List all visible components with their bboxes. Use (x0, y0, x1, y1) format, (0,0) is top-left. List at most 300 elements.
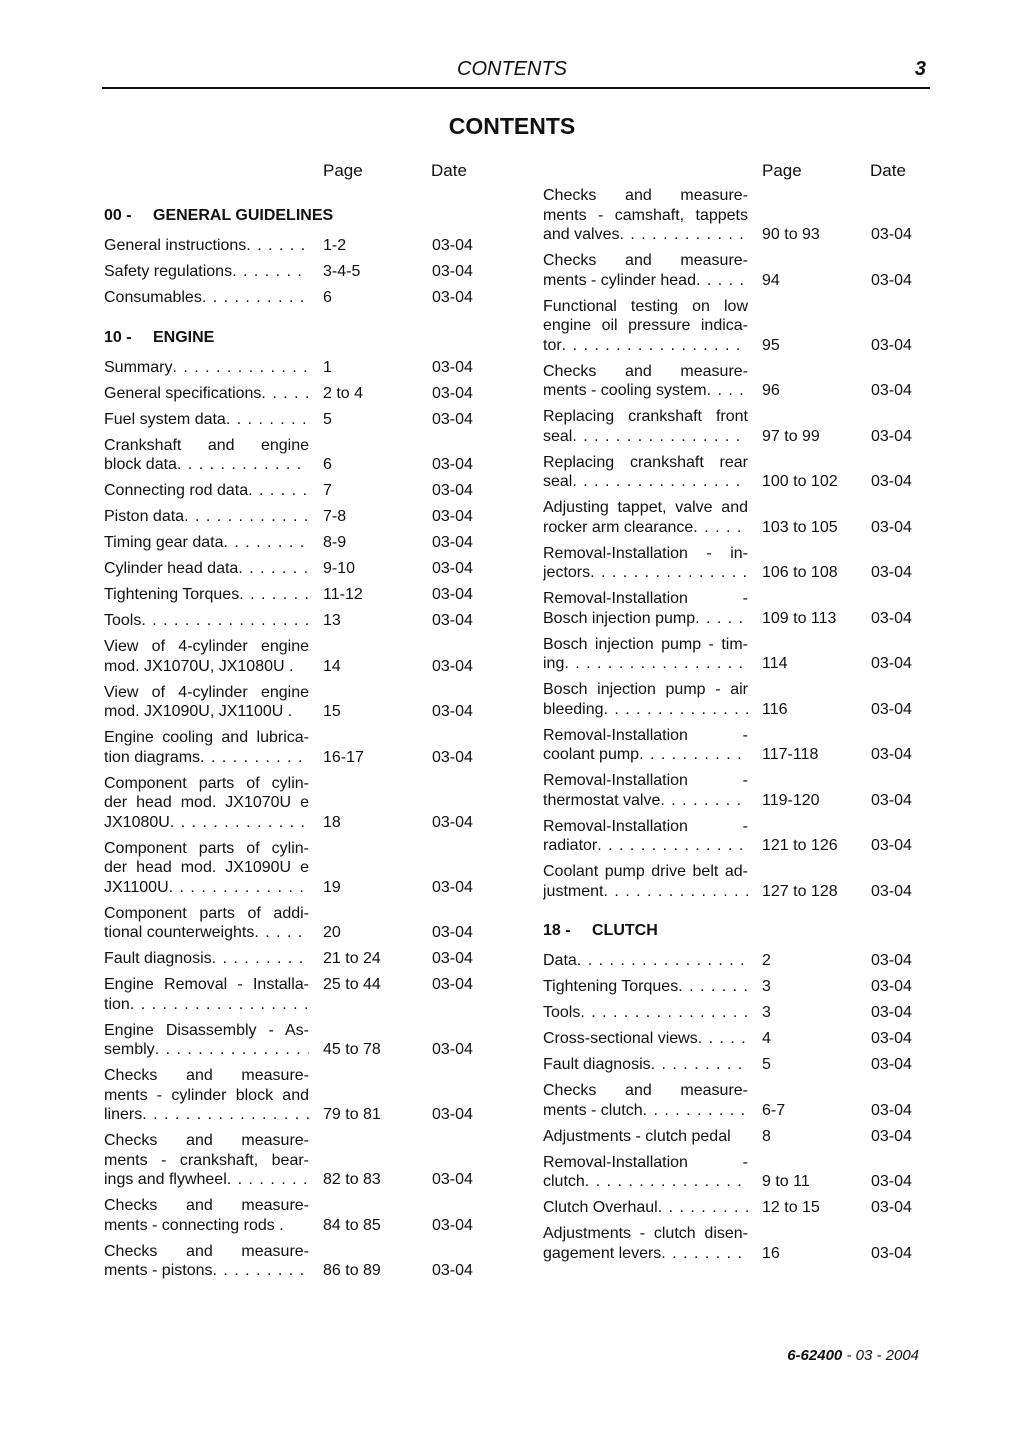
footer-edition: - 03 - 2004 (846, 1347, 919, 1364)
toc-entry-page: 18 (323, 813, 341, 831)
toc-entry-title (543, 1003, 748, 1023)
toc-entry-date: 03-04 (432, 289, 473, 306)
toc-entry-line: Bosch injection pump - tim- (543, 635, 748, 653)
toc-entry-page: 96 (762, 382, 780, 399)
toc-entry[interactable] (543, 186, 931, 245)
toc-entry-page: 116 (762, 700, 788, 718)
toc-entry-line: ing . . . (543, 654, 748, 674)
toc-entry-line: radiator . . . (543, 836, 748, 856)
toc-entry-line: Piston data . . . (104, 507, 309, 527)
toc-entry-line: Component parts of addi- (104, 904, 309, 922)
toc-entry-title (104, 637, 309, 676)
toc-entry[interactable] (104, 774, 492, 833)
toc-entry-page: 82 to 83 (323, 1171, 381, 1188)
toc-entry-page: 121 to 126 (762, 837, 838, 854)
toc-entry[interactable] (543, 407, 931, 446)
toc-entry-page: 7-8 (323, 508, 347, 525)
toc-entry-title (543, 362, 748, 401)
toc-entry[interactable] (104, 585, 492, 605)
toc-entry-line: tion . . . (104, 995, 309, 1015)
toc-entry-title (543, 817, 748, 856)
toc-entry-date: 03-04 (432, 384, 473, 402)
toc-entry[interactable] (104, 975, 492, 1014)
toc-entry-date: 03-04 (871, 226, 912, 243)
toc-entry-date: 03-04 (871, 882, 912, 900)
date-column-header: Date (870, 161, 906, 180)
toc-entry[interactable] (104, 507, 492, 527)
toc-entry-line: coolant pump . . . (543, 745, 748, 765)
toc-entry-line: Checks and measure- (104, 1242, 309, 1260)
toc-entry-line: JX1100U . . . (104, 878, 309, 898)
toc-entry-page: 5 (762, 1056, 771, 1073)
toc-entry-line: tional counterweights . . . (104, 923, 309, 943)
page-column-header: Page (323, 161, 363, 180)
toc-entry-date: 03-04 (871, 1244, 912, 1262)
toc-entry[interactable] (104, 1066, 492, 1125)
toc-entry[interactable] (104, 410, 492, 430)
toc-entry-line: Checks and measure- (104, 1197, 309, 1214)
toc-entry[interactable] (543, 453, 931, 492)
toc-entry-line: Tightening Torques . . . (104, 585, 309, 605)
toc-entry[interactable] (543, 1198, 931, 1218)
toc-entry[interactable] (104, 358, 492, 378)
toc-entry-page: 100 to 102 (762, 473, 838, 490)
toc-entry[interactable] (543, 726, 931, 765)
toc-entry-page: 117-118 (762, 746, 819, 763)
toc-entry[interactable] (543, 951, 931, 971)
column-headers-right (543, 160, 931, 186)
toc-entry-line: Clutch Overhaul . . . (543, 1198, 748, 1218)
toc-entry-line: Removal-Installation - (543, 817, 748, 835)
toc-entry-line: and valves . . . (543, 225, 748, 245)
toc-entry-date: 03-04 (432, 1041, 473, 1058)
toc-entry-title (543, 251, 748, 290)
toc-entry-date: 03-04 (871, 1004, 912, 1021)
toc-entry-date: 03-04 (432, 410, 473, 428)
toc-entry-page: 2 (762, 952, 771, 969)
toc-entry-line: block data . . . (104, 455, 309, 475)
toc-entry[interactable] (543, 680, 931, 719)
section-title: GENERAL GUIDELINES (153, 207, 334, 224)
toc-entry-date: 03-04 (432, 1216, 473, 1234)
toc-entry-title (104, 774, 309, 833)
toc-entry-page: 84 to 85 (323, 1216, 381, 1234)
toc-entry-title (104, 904, 309, 943)
toc-entry-date: 03-04 (432, 657, 473, 675)
toc-entry-line: Checks and measure- (104, 1067, 309, 1084)
toc-entry-line: Bosch injection pump . . . (543, 609, 748, 629)
toc-entry-line: Checks and measure- (543, 252, 748, 269)
toc-entry-line: Component parts of cylin- (104, 774, 309, 792)
toc-entry-line: ments - cooling system . . . (543, 381, 748, 401)
toc-entry-line: ments - cylinder head . . . (543, 271, 748, 291)
toc-entry-title (104, 839, 309, 898)
toc-entry-page: 94 (762, 271, 780, 289)
section-heading (104, 206, 492, 226)
toc-entry-line: Replacing crankshaft rear (543, 453, 748, 471)
toc-entry-line: Engine cooling and lubrica- (104, 729, 309, 746)
toc-entry-line: Tightening Torques . . . (543, 977, 748, 997)
toc-entry-title (543, 1198, 748, 1218)
toc-entry-line: Summary . . . (104, 358, 309, 378)
toc-entry-title (104, 559, 309, 579)
toc-entry-date: 03-04 (432, 560, 473, 577)
toc-entry-date: 03-04 (871, 382, 912, 399)
toc-entry[interactable] (104, 262, 492, 282)
toc-entry-title (104, 236, 309, 256)
toc-entry-date: 03-04 (871, 952, 912, 969)
toc-entry-page: 45 to 78 (323, 1041, 381, 1058)
toc-entry-line: justment . . . (543, 882, 748, 902)
toc-entry[interactable] (543, 251, 931, 290)
toc-entry-line: Fuel system data . . . (104, 410, 309, 430)
toc-entry-line: seal . . . (543, 427, 748, 447)
toc-entry-title (543, 453, 748, 492)
header-page-number: 3 (914, 58, 926, 80)
toc-entry-page: 11-12 (323, 586, 363, 603)
toc-entry-title (543, 680, 748, 719)
toc-entry-title (543, 1029, 748, 1049)
toc-entry-line: Component parts of cylin- (104, 839, 309, 857)
toc-entry-line: Cylinder head data . . . (104, 559, 309, 579)
toc-entry-line: ments - cylinder block and (104, 1086, 309, 1104)
toc-entry-line: rocker arm clearance . . . (543, 518, 748, 538)
header-rule (102, 87, 930, 89)
toc-entry-date: 03-04 (871, 271, 912, 289)
toc-entry-page: 95 (762, 336, 780, 354)
toc-entry-page: 106 to 108 (762, 564, 838, 581)
toc-entry-date: 03-04 (432, 358, 473, 376)
toc-entry-title (543, 635, 748, 674)
toc-entry-title (543, 1153, 748, 1192)
toc-entry[interactable] (543, 862, 931, 901)
toc-entry-page: 25 to 44 (323, 976, 381, 993)
toc-entry-date: 03-04 (432, 586, 473, 603)
toc-entry[interactable] (104, 611, 492, 631)
section-number: 18 - (543, 922, 571, 939)
toc-entry-line: General specifications . . . (104, 384, 309, 404)
toc-entry-title (104, 1131, 309, 1190)
toc-entry-page: 127 to 128 (762, 882, 838, 900)
toc-entry-line: der head mod. JX1090U e (104, 859, 309, 876)
toc-entry-page: 109 to 113 (762, 609, 837, 627)
toc-entry-page: 103 to 105 (762, 518, 838, 536)
toc-entry-page: 97 to 99 (762, 427, 820, 445)
section-number: 00 - (104, 207, 132, 224)
toc-entry-line: JX1080U . . . (104, 813, 309, 833)
toc-entry-line: jectors . . . (543, 563, 748, 583)
toc-entry-date: 03-04 (871, 518, 912, 536)
toc-entry-date: 03-04 (871, 427, 912, 445)
toc-entry-title (104, 384, 309, 404)
toc-entry-date: 03-04 (871, 1173, 912, 1190)
toc-entry-line: gagement levers . . . (543, 1244, 748, 1264)
toc-entry-line: Engine Disassembly - As- (104, 1021, 309, 1039)
toc-entry-title (543, 951, 748, 971)
toc-entry[interactable] (104, 839, 492, 898)
toc-entry[interactable] (104, 236, 492, 256)
toc-entry[interactable] (543, 1153, 931, 1192)
toc-entry-line: Cross-sectional views . . . (543, 1029, 748, 1049)
section-title: CLUTCH (592, 922, 658, 939)
toc-entry-page: 8-9 (323, 534, 347, 551)
toc-entry-title (543, 498, 748, 537)
toc-entry-line: Checks and measure- (543, 187, 748, 204)
toc-entry-page: 15 (323, 703, 341, 720)
toc-entry-title (104, 949, 309, 969)
toc-entry-line: Replacing crankshaft front (543, 408, 748, 425)
toc-entry-line: Timing gear data . . . (104, 533, 309, 553)
toc-entry-line: Coolant pump drive belt ad- (543, 863, 748, 880)
toc-entry-line: liners . . . (104, 1105, 309, 1125)
toc-entry-title (104, 481, 309, 501)
toc-entry-page: 20 (323, 924, 341, 941)
toc-entry-title (543, 544, 748, 583)
toc-entry-date: 03-04 (432, 703, 473, 720)
toc-entry-title (104, 288, 309, 308)
toc-entry-line: bleeding . . . (543, 700, 748, 720)
toc-entry-page: 86 to 89 (323, 1262, 381, 1279)
section-number: 10 - (104, 328, 132, 346)
toc-entry-title (543, 186, 748, 245)
toc-entry-title (104, 533, 309, 553)
toc-entry[interactable] (543, 1055, 931, 1075)
toc-entry-line: Functional testing on low (543, 297, 748, 315)
toc-entry[interactable] (104, 288, 492, 308)
toc-entry-line: sembly . . . (104, 1040, 309, 1060)
toc-column-left (104, 160, 492, 1287)
toc-entry[interactable] (543, 589, 931, 628)
toc-entry[interactable] (104, 1196, 492, 1235)
toc-entry-date: 03-04 (871, 336, 912, 354)
toc-entry-date: 03-04 (871, 1056, 912, 1073)
toc-entry-page: 119-120 (762, 791, 820, 809)
toc-entry-page: 1 (323, 358, 332, 376)
toc-entry-title (543, 1224, 748, 1263)
toc-entry-line: Bosch injection pump - air (543, 681, 748, 698)
toc-entry-date: 03-04 (432, 1262, 473, 1279)
toc-entry-title (104, 410, 309, 430)
toc-entry-line: Safety regulations . . . (104, 262, 309, 282)
toc-entry-line: Adjusting tappet, valve and (543, 499, 748, 516)
toc-entry-page: 4 (762, 1030, 771, 1047)
toc-entry-title (104, 1021, 309, 1060)
toc-entry-title (104, 1066, 309, 1125)
toc-entry-title (543, 1127, 748, 1147)
toc-entry[interactable] (543, 1224, 931, 1263)
toc-entry-date: 03-04 (871, 791, 912, 809)
toc-entry-date: 03-04 (871, 746, 912, 763)
toc-entry-title (543, 977, 748, 997)
toc-entry-page: 9 to 11 (762, 1173, 810, 1190)
toc-entry[interactable] (543, 771, 931, 810)
toc-entry[interactable] (104, 533, 492, 553)
toc-entry[interactable] (543, 498, 931, 537)
toc-entry-page: 6 (323, 289, 332, 306)
toc-entry-title (543, 589, 748, 628)
toc-entry-title (104, 1242, 309, 1281)
toc-entry-page: 1-2 (323, 237, 347, 254)
toc-entry-line: der head mod. JX1070U e (104, 794, 309, 811)
toc-entry-title (104, 1196, 309, 1235)
toc-entry-line: Removal-Installation - (543, 1153, 748, 1171)
toc-entry-page: 16 (762, 1244, 780, 1262)
toc-entry-page: 14 (323, 657, 341, 675)
toc-entry-line: Checks and measure- (543, 362, 748, 380)
toc-entry-line: Checks and measure- (543, 1082, 748, 1099)
toc-entry-date: 03-04 (432, 976, 473, 993)
toc-entry-title (543, 1081, 748, 1120)
toc-entry-page: 12 to 15 (762, 1199, 820, 1216)
toc-entry[interactable] (104, 1242, 492, 1281)
toc-entry-line: ments - pistons . . . (104, 1261, 309, 1281)
toc-entry[interactable] (543, 297, 931, 356)
toc-entry[interactable] (104, 436, 492, 475)
toc-entry[interactable] (543, 817, 931, 856)
toc-entry-date: 03-04 (432, 263, 473, 280)
toc-entry-date: 03-04 (432, 748, 473, 766)
toc-entry-page: 5 (323, 410, 332, 428)
toc-entry-line: Removal-Installation - in- (543, 544, 748, 562)
toc-entry-line: ments - connecting rods . (104, 1216, 284, 1234)
toc-entry-date: 03-04 (432, 612, 473, 629)
toc-entry-page: 3 (762, 978, 771, 995)
toc-entry-line: Adjustments - clutch pedal (543, 1127, 731, 1145)
section-heading (104, 328, 492, 348)
toc-entry-date: 03-04 (871, 609, 912, 627)
toc-entry-page: 13 (323, 612, 341, 629)
toc-entry-title (104, 262, 309, 282)
toc-entry-line: ments - clutch . . . (543, 1101, 748, 1121)
toc-entry-page: 7 (323, 482, 332, 499)
toc-entry-title (104, 507, 309, 527)
toc-entry-line: General instructions . . . (104, 236, 309, 256)
toc-entry-line: Removal-Installation - (543, 590, 748, 607)
toc-entry[interactable] (104, 949, 492, 969)
toc-entry[interactable] (104, 481, 492, 501)
toc-entry[interactable] (104, 1131, 492, 1190)
toc-entry-page: 90 to 93 (762, 226, 820, 243)
toc-entry-line: Consumables . . . (104, 288, 309, 308)
toc-entry[interactable] (104, 559, 492, 579)
toc-entry-date: 03-04 (432, 1171, 473, 1188)
toc-entry-date: 03-04 (871, 837, 912, 854)
toc-entry-date: 03-04 (871, 978, 912, 995)
footer (787, 1347, 919, 1364)
toc-entry-line: Tools . . . (104, 611, 309, 631)
toc-entry-date: 03-04 (871, 1030, 912, 1047)
toc-entry-line: clutch . . . (543, 1172, 748, 1192)
toc-entry-page: 79 to 81 (323, 1106, 381, 1123)
toc-entry-line: Tools . . . (543, 1003, 748, 1023)
toc-entry-line: ments - crankshaft, bear- (104, 1151, 309, 1169)
toc-entry[interactable] (543, 635, 931, 674)
toc-entry-page: 3 (762, 1004, 771, 1021)
toc-entry-title (543, 407, 748, 446)
toc-entry-date: 03-04 (871, 564, 912, 581)
toc-entry-date: 03-04 (432, 237, 473, 254)
toc-entry[interactable] (543, 1127, 931, 1147)
toc-entry-date: 03-04 (432, 482, 473, 499)
toc-entry-page: 9-10 (323, 560, 356, 577)
toc-entry[interactable] (104, 637, 492, 676)
toc-entry[interactable] (104, 904, 492, 943)
toc-entry-date: 03-04 (871, 1199, 912, 1216)
toc-entry-date: 03-04 (432, 534, 473, 551)
toc-entry-line: ments - camshaft, tappets (543, 206, 748, 224)
toc-entry-line: Adjustments - clutch disen- (543, 1225, 748, 1242)
toc-entry-title (543, 862, 748, 901)
toc-entry-title (104, 585, 309, 605)
section-heading (543, 921, 931, 941)
toc-entry[interactable] (543, 1003, 931, 1023)
toc-entry-date: 03-04 (432, 1106, 473, 1123)
toc-entry-title (104, 683, 309, 722)
toc-entry-title (104, 611, 309, 631)
header-title: CONTENTS (457, 58, 567, 80)
toc-entry-page: 16-17 (323, 748, 364, 766)
toc-entry-line: Removal-Installation - (543, 726, 748, 744)
toc-entry[interactable] (543, 1029, 931, 1049)
toc-entry-line: Removal-Installation - (543, 772, 748, 789)
toc-entry[interactable] (104, 728, 492, 767)
toc-entry[interactable] (543, 977, 931, 997)
toc-entry-date: 03-04 (871, 1127, 912, 1145)
toc-entry[interactable] (104, 1021, 492, 1060)
toc-entry-line: tion diagrams . . . (104, 748, 309, 768)
toc-entry[interactable] (543, 1081, 931, 1120)
toc-entry-title (543, 771, 748, 810)
toc-entry-page: 19 (323, 878, 341, 896)
toc-entry-date: 03-04 (432, 950, 473, 967)
toc-entry-date: 03-04 (432, 924, 473, 941)
page-title: CONTENTS (448, 113, 576, 139)
toc-entry-date: 03-04 (432, 813, 473, 831)
toc-entry[interactable] (104, 683, 492, 722)
footer-doc-number: 6-62400 (787, 1347, 843, 1364)
toc-entry-page: 8 (762, 1127, 771, 1145)
toc-entry-line: Crankshaft and engine (104, 436, 309, 454)
toc-entry-line: Checks and measure- (104, 1132, 309, 1149)
section-title: ENGINE (153, 328, 215, 346)
toc-entry-line: Connecting rod data . . . (104, 481, 309, 501)
toc-entry-page: 2 to 4 (323, 384, 364, 402)
toc-entry-line: mod. JX1090U, JX1100U . (104, 703, 293, 720)
toc-entry[interactable] (543, 544, 931, 583)
toc-entry-page: 6-7 (762, 1101, 786, 1119)
toc-entry-line: seal . . . (543, 472, 748, 492)
toc-entry-title (104, 728, 309, 767)
toc-entry-date: 03-04 (871, 1101, 912, 1119)
toc-entry-line: mod. JX1070U, JX1080U . (104, 657, 294, 675)
toc-entry-line: tor . . . (543, 336, 748, 356)
toc-entry-line: Fault diagnosis . . . (543, 1055, 748, 1075)
toc-entry-title (104, 358, 309, 378)
toc-entry-page: 114 (762, 655, 788, 672)
toc-entry-date: 03-04 (432, 878, 473, 896)
toc-entry-line: View of 4-cylinder engine (104, 683, 309, 701)
toc-entry-date: 03-04 (432, 456, 473, 473)
toc-entry[interactable] (104, 384, 492, 404)
toc-entry[interactable] (543, 362, 931, 401)
page-column-header: Page (762, 161, 802, 180)
toc-entry-title (543, 726, 748, 765)
toc-entry-date: 03-04 (871, 473, 912, 490)
toc-entry-date: 03-04 (432, 508, 473, 525)
toc-entry-title (104, 975, 309, 1014)
toc-entry-line: View of 4-cylinder engine (104, 638, 309, 655)
toc-entry-date: 03-04 (871, 655, 912, 672)
